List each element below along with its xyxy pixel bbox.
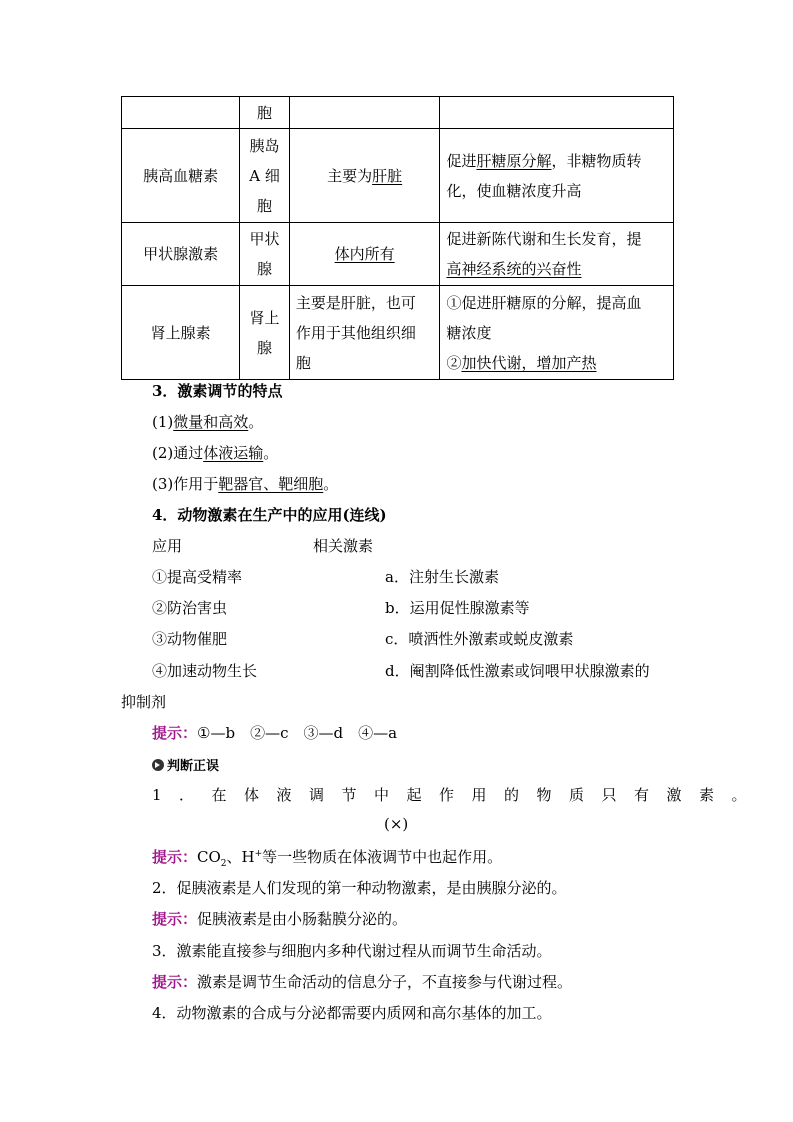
- judge-header: 判断正误: [152, 755, 219, 774]
- target-organ: 主要为肝脏: [289, 129, 440, 223]
- hormone-effect: ①促进肝糖原的分解，提高血 糖浓度 ②加快代谢，增加产热: [440, 286, 674, 380]
- column-header-left: 应用: [152, 537, 183, 555]
- table-cell: [122, 97, 240, 129]
- hormone-name: 胰高血糖素: [122, 129, 240, 223]
- list-item: a．注射生长激素: [385, 568, 499, 586]
- list-item: ①提高受精率: [152, 568, 243, 586]
- table-cell: [440, 97, 674, 129]
- column-header-right: 相关激素: [313, 537, 374, 555]
- play-circle-icon: [152, 759, 164, 771]
- hint: 提示：促胰液素是由小肠黏膜分泌的。: [152, 910, 408, 928]
- list-item: 抑制剂: [121, 693, 167, 711]
- list-item: ②防治害虫: [152, 599, 228, 617]
- hormone-effect: 促进肝糖原分解，非糖物质转 化，使血糖浓度升高: [440, 129, 674, 223]
- secreting-gland: 甲状 腺: [240, 223, 290, 286]
- target-organ: 主要是肝脏，也可 作用于其他组织细 胞: [289, 286, 440, 380]
- question: 4．动物激素的合成与分泌都需要内质网和高尔基体的加工。: [152, 1004, 552, 1022]
- list-item: (2)通过体液运输。: [152, 444, 279, 462]
- list-item: c．喷洒性外激素或蜕皮激素: [385, 630, 574, 648]
- table-row: [122, 223, 674, 286]
- list-item: d．阉割降低性激素或饲喂甲状腺激素的: [385, 662, 650, 680]
- table-row: [122, 97, 674, 129]
- section-heading: 4．动物激素在生产中的应用(连线): [152, 506, 387, 524]
- section-heading: 3．激素调节的特点: [152, 382, 283, 400]
- list-item: (1)微量和高效。: [152, 413, 264, 431]
- hormone-table: [121, 96, 674, 380]
- target-organ: 体内所有: [289, 223, 440, 286]
- table-cell: [289, 97, 440, 129]
- hormone-effect: 促进新陈代谢和生长发育，提 高神经系统的兴奋性: [440, 223, 674, 286]
- list-item: (3)作用于靶器官、靶细胞。: [152, 475, 339, 493]
- secreting-gland: 肾上 腺: [240, 286, 290, 380]
- question: 2．促胰液素是人们发现的第一种动物激素，是由胰腺分泌的。: [152, 879, 567, 897]
- hint: 提示：激素是调节生命活动的信息分子，不直接参与代谢过程。: [152, 973, 573, 991]
- table-row: [122, 129, 674, 223]
- table-cell: 胞: [240, 97, 290, 129]
- hint: 提示：①—b ②—c ③—d ④—a: [152, 724, 398, 742]
- list-item: b．运用促性腺激素等: [385, 599, 530, 617]
- secreting-gland: 胰岛 A 细 胞: [240, 129, 290, 223]
- list-item: ④加速动物生长: [152, 662, 258, 680]
- question: 3．激素能直接参与细胞内多种代谢过程从而调节生命活动。: [152, 942, 552, 960]
- answer-mark: (×): [384, 815, 409, 833]
- hint: 提示：$CO_2$、H+等一些物质在体液调节中也起作用。: [152, 848, 503, 869]
- hormone-name: 甲状腺激素: [122, 223, 240, 286]
- table-row: [122, 286, 674, 380]
- hormone-name: 肾上腺素: [122, 286, 240, 380]
- question: 1．在体液调节中起作用的物质只有激素。: [152, 786, 765, 804]
- list-item: ③动物催肥: [152, 630, 228, 648]
